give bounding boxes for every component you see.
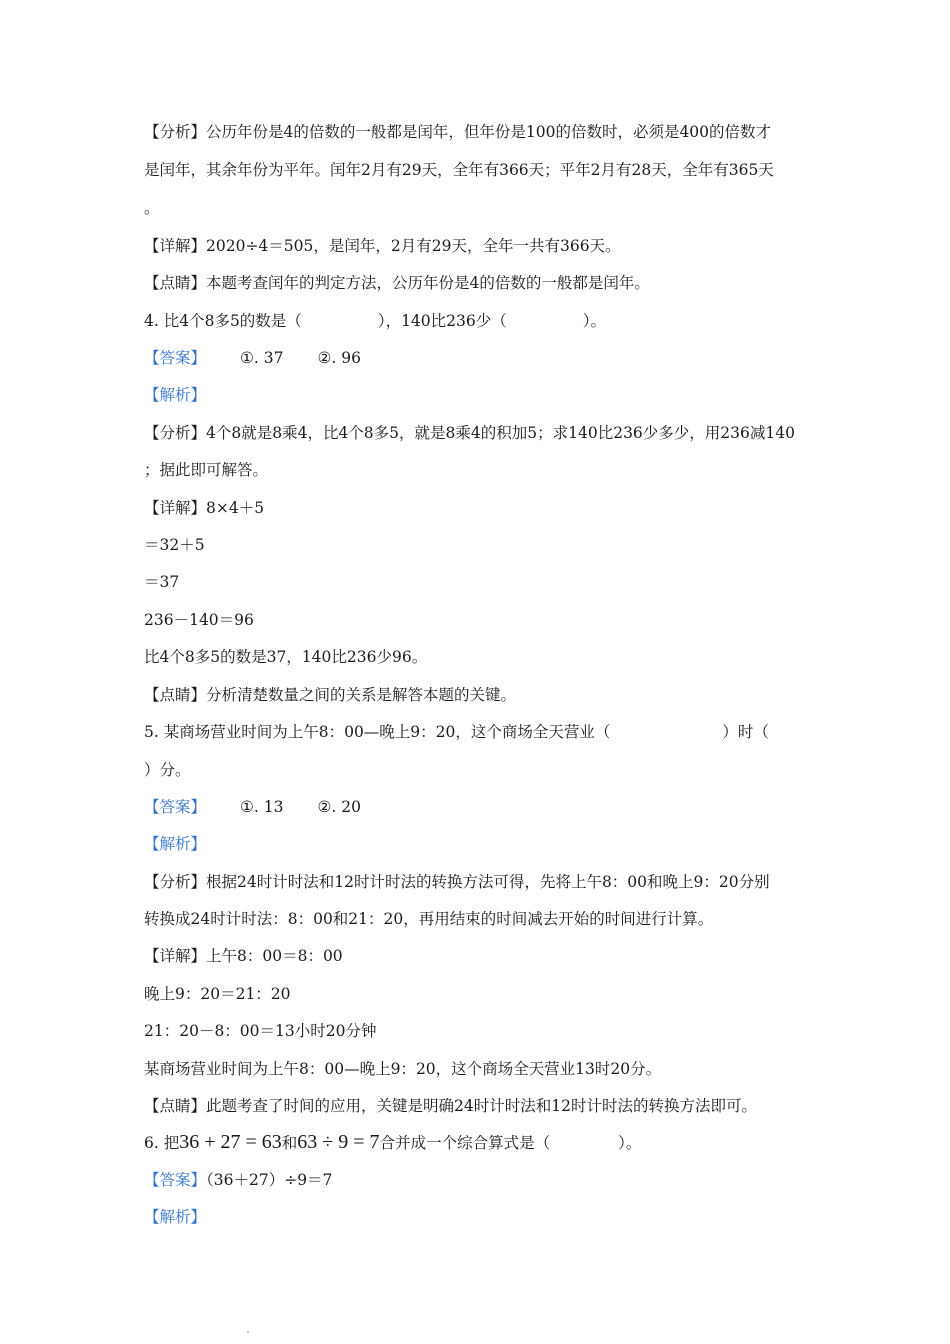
q4-analysis-line-1: 【分析】4个8就是8乘4，比4个8多5，就是8乘4的积加5；求140比236少多少，用236减140 xyxy=(144,424,795,442)
q4-detail-line-2: ＝32＋5 xyxy=(144,536,205,554)
q4-jiexi-label: 【解析】 xyxy=(144,386,207,404)
q6-answer-value: （36＋27）÷9＝7 xyxy=(206,1171,333,1189)
q5-jiexi-label: 【解析】 xyxy=(144,835,207,853)
q5-detail-line-1: 【详解】上午8：00＝8：00 xyxy=(144,947,343,965)
q4-question xyxy=(144,311,824,331)
q5-analysis-line-2: 转换成24时计时法：8：00和21：20，再用结束的时间减去开始的时间进行计算。 xyxy=(144,910,714,928)
q4-answer xyxy=(144,348,824,368)
q4-question-part-c: ）。 xyxy=(582,312,606,330)
q3-analysis-line-2: 是闰年，其余年份为平年。闰年2月有29天，全年有366天；平年2月有28天，全年有365天 xyxy=(144,161,774,179)
q4-answer-1: ①. 37 xyxy=(240,349,284,367)
q6-question xyxy=(144,1132,824,1153)
q5-answer-2: ②. 20 xyxy=(317,798,361,816)
q5-question-cont: ）分。 xyxy=(144,761,191,779)
q5-answer xyxy=(144,797,824,817)
q4-answer-label: 【答案】 xyxy=(144,349,207,367)
q6-math-expression-1: 36 + 27 = 63 xyxy=(179,1131,282,1153)
q5-detail-line-4: 某商场营业时间为上午8：00—晚上9：20，这个商场全天营业13时20分。 xyxy=(144,1060,662,1078)
q4-detail-line-1: 【详解】8×4＋5 xyxy=(144,499,265,517)
q5-answer-1: ①. 13 xyxy=(240,798,284,816)
q5-detail-line-3: 21：20－8：00＝13小时20分钟 xyxy=(144,1022,377,1040)
q4-analysis-line-2: ；据此即可解答。 xyxy=(144,461,269,479)
q4-answer-2: ②. 96 xyxy=(317,349,361,367)
q5-comment: 【点睛】此题考查了时间的应用，关键是明确24时计时法和12时计时法的转换方法即可。 xyxy=(144,1097,757,1115)
q4-comment: 【点睛】分析清楚数量之间的关系是解答本题的关键。 xyxy=(144,686,517,704)
q4-question-part-b: ），140比236少（ xyxy=(377,312,507,330)
q6-answer-label: 【答案】 xyxy=(144,1171,207,1189)
q5-question-part-b: ）时（ xyxy=(722,723,769,741)
q6-jiexi-label: 【解析】 xyxy=(144,1208,207,1226)
footer-mark xyxy=(247,1331,249,1333)
q3-analysis-line-1: 【分析】公历年份是4的倍数的一般都是闰年，但年份是100的倍数时，必须是400的倍数才 xyxy=(144,123,772,141)
q4-detail-line-5: 比4个8多5的数是37，140比236少96。 xyxy=(144,648,428,666)
q3-detail: 【详解】2020÷4＝505，是闰年，2月有29天，全年一共有366天。 xyxy=(144,237,621,255)
q6-question-part-b: 和 xyxy=(281,1134,298,1152)
q5-question xyxy=(144,722,824,742)
q5-analysis-line-1: 【分析】根据24时计时法和12时计时法的转换方法可得，先将上午8：00和晚上9：20分别 xyxy=(144,873,770,891)
q3-comment: 【点睛】本题考查闰年的判定方法，公历年份是4的倍数的一般都是闰年。 xyxy=(144,274,650,292)
q5-answer-label: 【答案】 xyxy=(144,798,207,816)
q4-detail-line-3: ＝37 xyxy=(144,573,180,591)
q6-question-part-c: 合并成一个综合算式是（ xyxy=(379,1134,551,1152)
q3-analysis-line-3: 。 xyxy=(144,199,160,217)
q6-answer xyxy=(144,1170,824,1190)
q5-question-part-a: 5. 某商场营业时间为上午8：00—晚上9：20，这个商场全天营业（ xyxy=(144,723,611,741)
q5-detail-line-2: 晚上9：20＝21：20 xyxy=(144,985,291,1003)
q4-detail-line-4: 236－140＝96 xyxy=(144,611,254,629)
q6-question-part-a: 6. 把 xyxy=(144,1134,180,1152)
q6-math-expression-2: 63 ÷ 9 = 7 xyxy=(297,1131,380,1153)
q4-question-part-a: 4. 比4个8多5的数是（ xyxy=(144,312,302,330)
q6-question-part-d: ）。 xyxy=(618,1134,642,1152)
